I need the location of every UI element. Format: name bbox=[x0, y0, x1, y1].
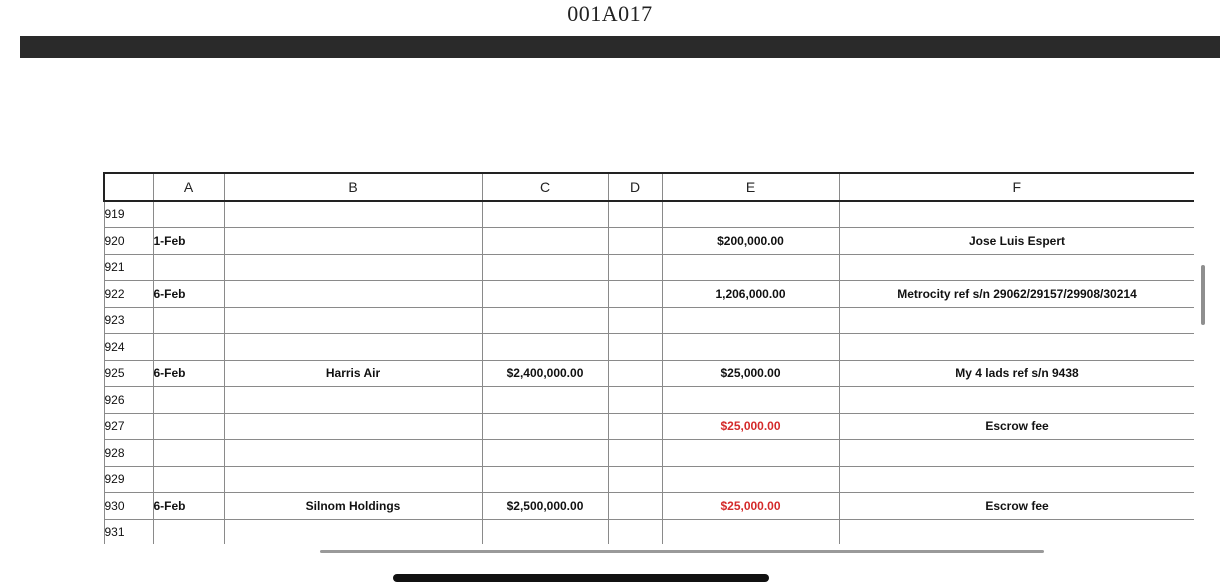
cell-b[interactable] bbox=[224, 307, 482, 334]
cell-d[interactable] bbox=[608, 466, 662, 493]
header-bar bbox=[20, 36, 1220, 58]
sheet-row bbox=[104, 387, 1194, 414]
cell-b[interactable] bbox=[224, 281, 482, 308]
cell-b[interactable] bbox=[224, 413, 482, 440]
cell-a[interactable] bbox=[153, 334, 224, 361]
cell-b[interactable] bbox=[224, 466, 482, 493]
sheet-row bbox=[104, 413, 1194, 440]
cell-b[interactable] bbox=[224, 228, 482, 255]
cell-c[interactable] bbox=[482, 387, 608, 414]
sheet-row bbox=[104, 254, 1194, 281]
cell-f[interactable] bbox=[839, 519, 1194, 544]
sheet-row bbox=[104, 334, 1194, 361]
cell-a[interactable] bbox=[153, 254, 224, 281]
horizontal-scrollbar[interactable] bbox=[320, 550, 1044, 553]
cell-d[interactable] bbox=[608, 387, 662, 414]
spreadsheet-body bbox=[104, 201, 1194, 545]
column-header-a[interactable]: A bbox=[153, 173, 224, 201]
vertical-scrollbar[interactable] bbox=[1201, 265, 1205, 325]
cell-e[interactable] bbox=[662, 307, 839, 334]
select-all-corner[interactable] bbox=[104, 173, 153, 201]
cell-f[interactable]: Jose Luis Espert bbox=[839, 228, 1194, 255]
row-number[interactable]: 926 bbox=[104, 387, 153, 414]
sheet-row bbox=[104, 466, 1194, 493]
cell-c[interactable]: $2,500,000.00 bbox=[482, 493, 608, 520]
cell-e[interactable] bbox=[662, 519, 839, 544]
cell-b[interactable]: Harris Air bbox=[224, 360, 482, 387]
cell-d[interactable] bbox=[608, 360, 662, 387]
cell-d[interactable] bbox=[608, 254, 662, 281]
row-number[interactable]: 931 bbox=[104, 519, 153, 544]
cell-a[interactable] bbox=[153, 387, 224, 414]
cell-d[interactable] bbox=[608, 413, 662, 440]
column-header-row bbox=[104, 173, 1194, 201]
cell-b[interactable] bbox=[224, 334, 482, 361]
row-number[interactable]: 920 bbox=[104, 228, 153, 255]
cell-e[interactable]: $25,000.00 bbox=[662, 413, 839, 440]
cell-c[interactable]: $2,400,000.00 bbox=[482, 360, 608, 387]
cell-e[interactable] bbox=[662, 254, 839, 281]
cell-e[interactable] bbox=[662, 387, 839, 414]
row-number[interactable]: 922 bbox=[104, 281, 153, 308]
sheet-row bbox=[104, 360, 1194, 387]
cell-f[interactable] bbox=[839, 201, 1194, 228]
cell-a[interactable]: 6-Feb bbox=[153, 493, 224, 520]
cell-a[interactable] bbox=[153, 307, 224, 334]
cell-a[interactable] bbox=[153, 440, 224, 467]
sheet-row bbox=[104, 307, 1194, 334]
row-number[interactable]: 923 bbox=[104, 307, 153, 334]
cell-c[interactable] bbox=[482, 307, 608, 334]
cell-b[interactable] bbox=[224, 254, 482, 281]
cell-f[interactable]: Escrow fee bbox=[839, 413, 1194, 440]
cell-a[interactable]: 1-Feb bbox=[153, 228, 224, 255]
cell-c[interactable] bbox=[482, 281, 608, 308]
cell-f[interactable] bbox=[839, 307, 1194, 334]
home-indicator[interactable] bbox=[393, 574, 769, 582]
row-number[interactable]: 919 bbox=[104, 201, 153, 228]
row-number[interactable]: 930 bbox=[104, 493, 153, 520]
cell-d[interactable] bbox=[608, 307, 662, 334]
cell-c[interactable] bbox=[482, 334, 608, 361]
sheet-row bbox=[104, 228, 1194, 255]
cell-f[interactable] bbox=[839, 387, 1194, 414]
sheet-row bbox=[104, 201, 1194, 228]
cell-f[interactable] bbox=[839, 254, 1194, 281]
cell-c[interactable] bbox=[482, 440, 608, 467]
cell-a[interactable]: 6-Feb bbox=[153, 360, 224, 387]
cell-c[interactable] bbox=[482, 254, 608, 281]
spreadsheet-grid bbox=[103, 172, 1194, 544]
cell-c[interactable] bbox=[482, 201, 608, 228]
cell-e[interactable]: 1,206,000.00 bbox=[662, 281, 839, 308]
cell-d[interactable] bbox=[608, 519, 662, 544]
cell-e[interactable]: $25,000.00 bbox=[662, 360, 839, 387]
sheet-row bbox=[104, 281, 1194, 308]
sheet-row bbox=[104, 440, 1194, 467]
row-number[interactable]: 924 bbox=[104, 334, 153, 361]
cell-e[interactable]: $25,000.00 bbox=[662, 493, 839, 520]
cell-b[interactable] bbox=[224, 387, 482, 414]
sheet-row bbox=[104, 493, 1194, 520]
row-number[interactable]: 921 bbox=[104, 254, 153, 281]
cell-a[interactable] bbox=[153, 201, 224, 228]
cell-d[interactable] bbox=[608, 201, 662, 228]
cell-d[interactable] bbox=[608, 493, 662, 520]
cell-f[interactable]: Metrocity ref s/n 29062/29157/29908/30214 bbox=[839, 281, 1194, 308]
cell-e[interactable] bbox=[662, 201, 839, 228]
row-number[interactable]: 929 bbox=[104, 466, 153, 493]
cell-c[interactable] bbox=[482, 228, 608, 255]
cell-a[interactable] bbox=[153, 413, 224, 440]
cell-e[interactable] bbox=[662, 334, 839, 361]
cell-b[interactable] bbox=[224, 519, 482, 544]
cell-e[interactable] bbox=[662, 440, 839, 467]
cell-f[interactable] bbox=[839, 440, 1194, 467]
column-header-e[interactable]: E bbox=[662, 173, 839, 201]
cell-f[interactable] bbox=[839, 334, 1194, 361]
cell-d[interactable] bbox=[608, 334, 662, 361]
cell-d[interactable] bbox=[608, 228, 662, 255]
row-number[interactable]: 927 bbox=[104, 413, 153, 440]
row-number[interactable]: 925 bbox=[104, 360, 153, 387]
cell-d[interactable] bbox=[608, 281, 662, 308]
column-header-d[interactable]: D bbox=[608, 173, 662, 201]
sheet-row bbox=[104, 519, 1194, 544]
cell-f[interactable]: My 4 lads ref s/n 9438 bbox=[839, 360, 1194, 387]
cell-a[interactable]: 6-Feb bbox=[153, 281, 224, 308]
cell-f[interactable] bbox=[839, 466, 1194, 493]
document-id: 001A017 bbox=[567, 1, 653, 26]
cell-a[interactable] bbox=[153, 466, 224, 493]
cell-e[interactable]: $200,000.00 bbox=[662, 228, 839, 255]
cell-c[interactable] bbox=[482, 466, 608, 493]
cell-d[interactable] bbox=[608, 440, 662, 467]
cell-c[interactable] bbox=[482, 519, 608, 544]
spreadsheet-viewport[interactable] bbox=[103, 172, 1194, 544]
cell-c[interactable] bbox=[482, 413, 608, 440]
row-number[interactable]: 928 bbox=[104, 440, 153, 467]
cell-e[interactable] bbox=[662, 466, 839, 493]
cell-b[interactable] bbox=[224, 201, 482, 228]
cell-b[interactable] bbox=[224, 440, 482, 467]
column-header-c[interactable]: C bbox=[482, 173, 608, 201]
cell-f[interactable]: Escrow fee bbox=[839, 493, 1194, 520]
column-header-b[interactable]: B bbox=[224, 173, 482, 201]
cell-a[interactable] bbox=[153, 519, 224, 544]
cell-b[interactable]: Silnom Holdings bbox=[224, 493, 482, 520]
column-header-f[interactable]: F bbox=[839, 173, 1194, 201]
